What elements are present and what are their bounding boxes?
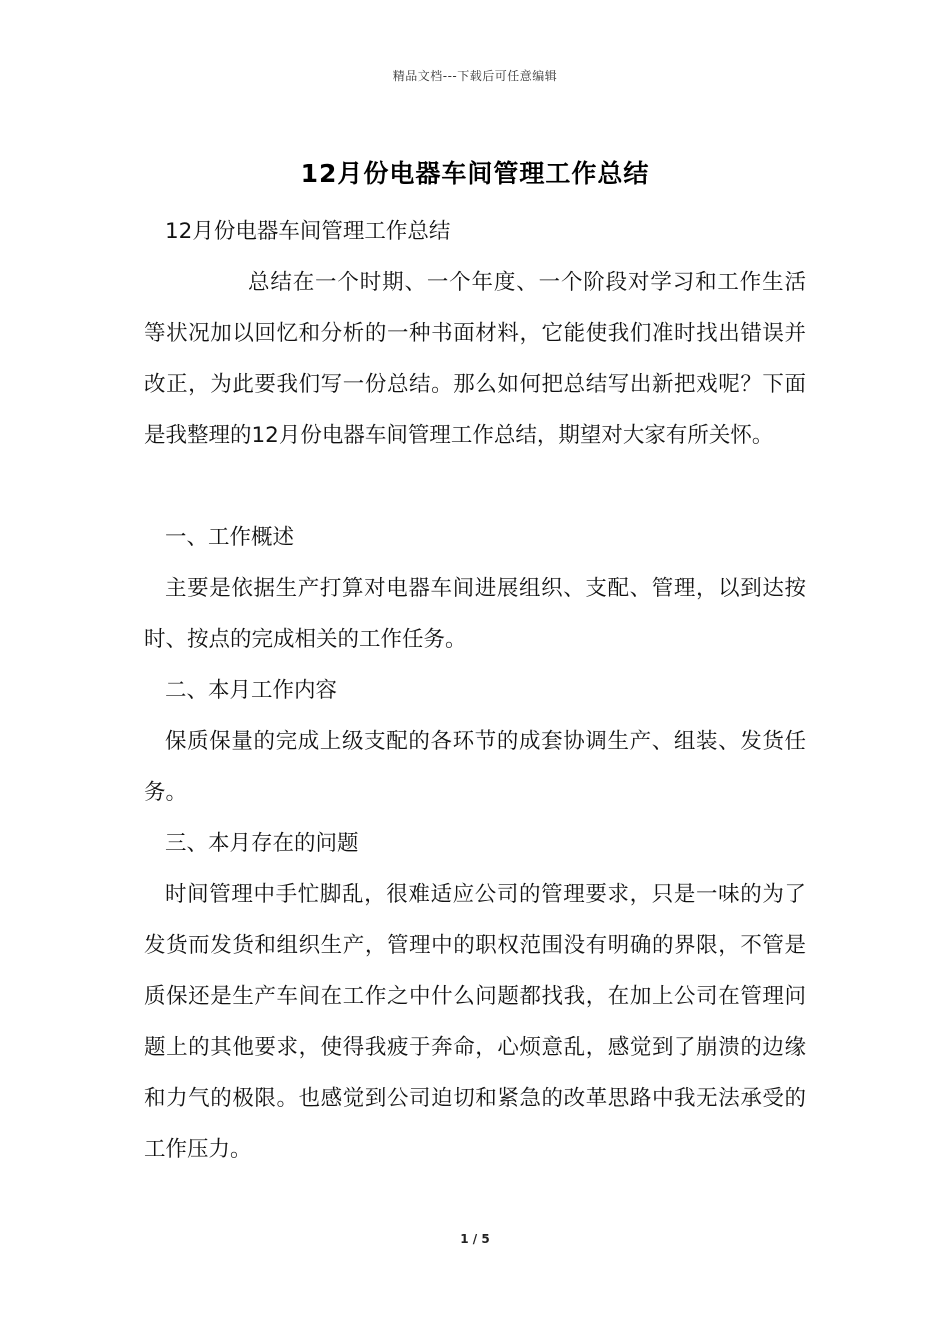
document-title: 12月份电器车间管理工作总结 <box>300 159 650 188</box>
document-subtitle: 12月份电器车间管理工作总结 <box>165 219 451 244</box>
section-heading-problems: 三、本月存在的问题 <box>165 831 359 856</box>
document-body <box>144 206 806 1175</box>
section-heading-overview: 一、工作概述 <box>165 525 295 550</box>
section-body-problems: 时间管理中手忙脚乱，很难适应公司的管理要求，只是一味的为了发货而发货和组织生产，管理中的职权范围没有明确的界限，不管是质保还是生产车间在工作之中什么问题都找我，在加上公司在管理问题上的其他要求，使得我疲于奔命，心烦意乱，感觉到了崩溃的边缘和力气的极限。也感觉到公司迫切和紧急的改革思路中我无法承受的工作压力。 <box>144 882 806 1162</box>
paragraph-gap <box>144 461 806 512</box>
section-body-overview: 主要是依据生产打算对电器车间进展组织、支配、管理，以到达按时、按点的完成相关的工作任务。 <box>144 576 806 652</box>
section-heading-content: 二、本月工作内容 <box>165 678 338 703</box>
header-note: 精品文档---下载后可任意编辑 <box>392 69 558 83</box>
page-indicator: 1 / 5 <box>460 1232 490 1246</box>
intro-paragraph: 总结在一个时期、一个年度、一个阶段对学习和工作生活等状况加以回忆和分析的一种书面材料，它能使我们准时找出错误并改正，为此要我们写一份总结。那么如何把总结写出新把戏呢？下面是我整理的12月份电器车间管理工作总结，期望对大家有所关怀。 <box>144 270 806 448</box>
section-body-content: 保质保量的完成上级支配的各环节的成套协调生产、组装、发货任务。 <box>144 729 806 805</box>
